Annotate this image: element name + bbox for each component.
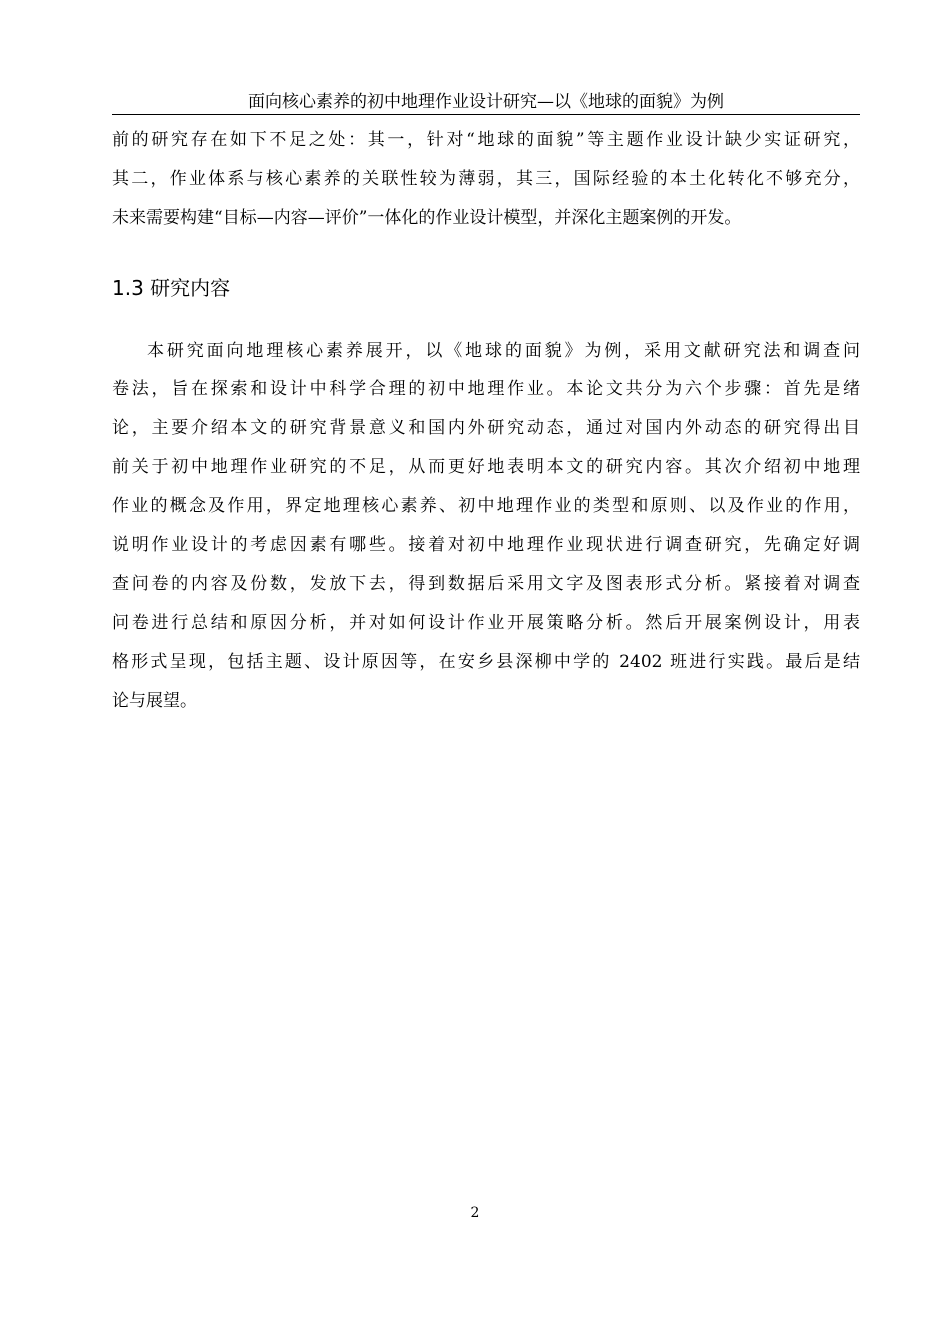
paragraph-line: 格形式呈现，包括主题、设计原因等，在安乡县深柳中学的 2402 班进行实践。最后是结 [112, 652, 860, 672]
paragraph-line: 论与展望。 [112, 691, 197, 711]
page-number: 2 [470, 1205, 480, 1221]
running-header: 面向核心素养的初中地理作业设计研究—以《地球的面貌》为例 [248, 92, 724, 112]
paragraph-line: 查问卷的内容及份数，发放下去，得到数据后采用文字及图表形式分析。紧接着对调查 [112, 574, 860, 594]
paragraph-line: 本研究面向地理核心素养展开，以《地球的面貌》为例，采用文献研究法和调查问 [147, 341, 860, 361]
header-divider [112, 114, 860, 115]
paragraph-line: 说明作业设计的考虑因素有哪些。接着对初中地理作业现状进行调查研究，先确定好调 [112, 535, 860, 555]
paragraph-line: 卷法，旨在探索和设计中科学合理的初中地理作业。本论文共分为六个步骤：首先是绪 [112, 379, 860, 399]
paragraph-line: 其二，作业体系与核心素养的关联性较为薄弱，其三，国际经验的本土化转化不够充分， [112, 169, 860, 189]
paragraph-line: 前的研究存在如下不足之处：其一，针对“地球的面貌”等主题作业设计缺少实证研究， [112, 130, 860, 150]
paragraph-line: 问卷进行总结和原因分析，并对如何设计作业开展策略分析。然后开展案例设计，用表 [112, 613, 860, 633]
paragraph-line: 作业的概念及作用，界定地理核心素养、初中地理作业的类型和原则、以及作业的作用， [112, 496, 860, 516]
paragraph-line: 未来需要构建“目标—内容—评价”一体化的作业设计模型，并深化主题案例的开发。 [112, 208, 742, 228]
paragraph-line: 前关于初中地理作业研究的不足，从而更好地表明本文的研究内容。其次介绍初中地理 [112, 457, 860, 477]
paragraph-line: 论，主要介绍本文的研究背景意义和国内外研究动态，通过对国内外动态的研究得出目 [112, 418, 860, 438]
section-heading: 1.3 研究内容 [112, 276, 231, 300]
